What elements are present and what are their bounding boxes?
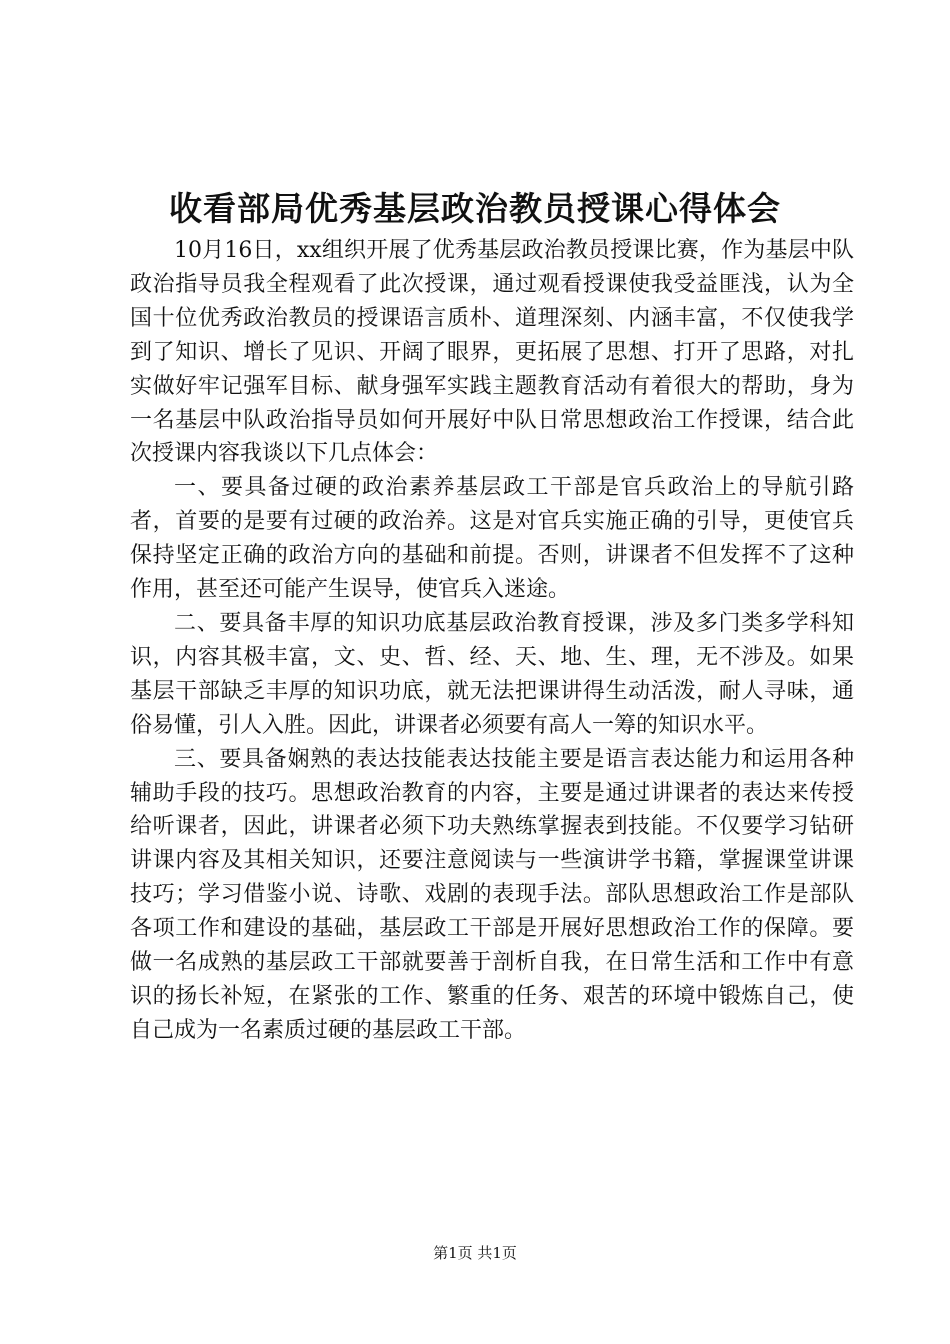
document-title: 收看部局优秀基层政治教员授课心得体会 (169, 189, 781, 228)
page-footer: 第1页 共1页 (433, 1244, 517, 1262)
document-body (130, 234, 854, 1048)
paragraph-point-1: 一、要具备过硬的政治素养基层政工干部是官兵政治上的导航引路者，首要的是要有过硬的政治养。这是对官兵实施正确的引导，更使官兵保持坚定正确的政治方向的基础和前提。否则，讲课者不但发挥不了这种作用，甚至还可能产生误导，使官兵入迷途。 (130, 475, 854, 603)
paragraph-point-3: 三、要具备娴熟的表达技能表达技能主要是语言表达能力和运用各种辅助手段的技巧。思想政治教育的内容，主要是通过讲课者的表达来传授给听课者，因此，讲课者必须下功夫熟练掌握表到技能。不仅要学习钻研讲课内容及其相关知识，还要注意阅读与一些演讲学书籍，掌握课堂讲课技巧；学习借鉴小说、诗歌、戏剧的表现手法。部队思想政治工作是部队各项工作和建设的基础，基层政工干部是开展好思想政治工作的保障。要做一名成熟的基层政工干部就要善于剖析自我，在日常生活和工作中有意识的扬长补短，在紧张的工作、繁重的任务、艰苦的环境中锻炼自己，使自己成为一名素质过硬的基层政工干部。 (130, 746, 854, 1043)
paragraph-point-2: 二、要具备丰厚的知识功底基层政治教育授课，涉及多门类多学科知识，内容其极丰富，文、史、哲、经、天、地、生、理，无不涉及。如果基层干部缺乏丰厚的知识功底，就无法把课讲得生动活泼，耐人寻味，通俗易懂，引人入胜。因此，讲课者必须要有高人一筹的知识水平。 (130, 610, 854, 738)
paragraph-intro: 10月16日，xx组织开展了优秀基层政治教员授课比赛，作为基层中队政治指导员我全程观看了此次授课，通过观看授课使我受益匪浅，认为全国十位优秀政治教员的授课语言质朴、道理深刻、内涵丰富，不仅使我学到了知识、增长了见识、开阔了眼界，更拓展了思想、打开了思路，对扎实做好牢记强军目标、献身强军实践主题教育活动有着很大的帮助，身为一名基层中队政治指导员如何开展好中队日常思想政治工作授课，结合此次授课内容我谈以下几点体会： (130, 238, 854, 467)
